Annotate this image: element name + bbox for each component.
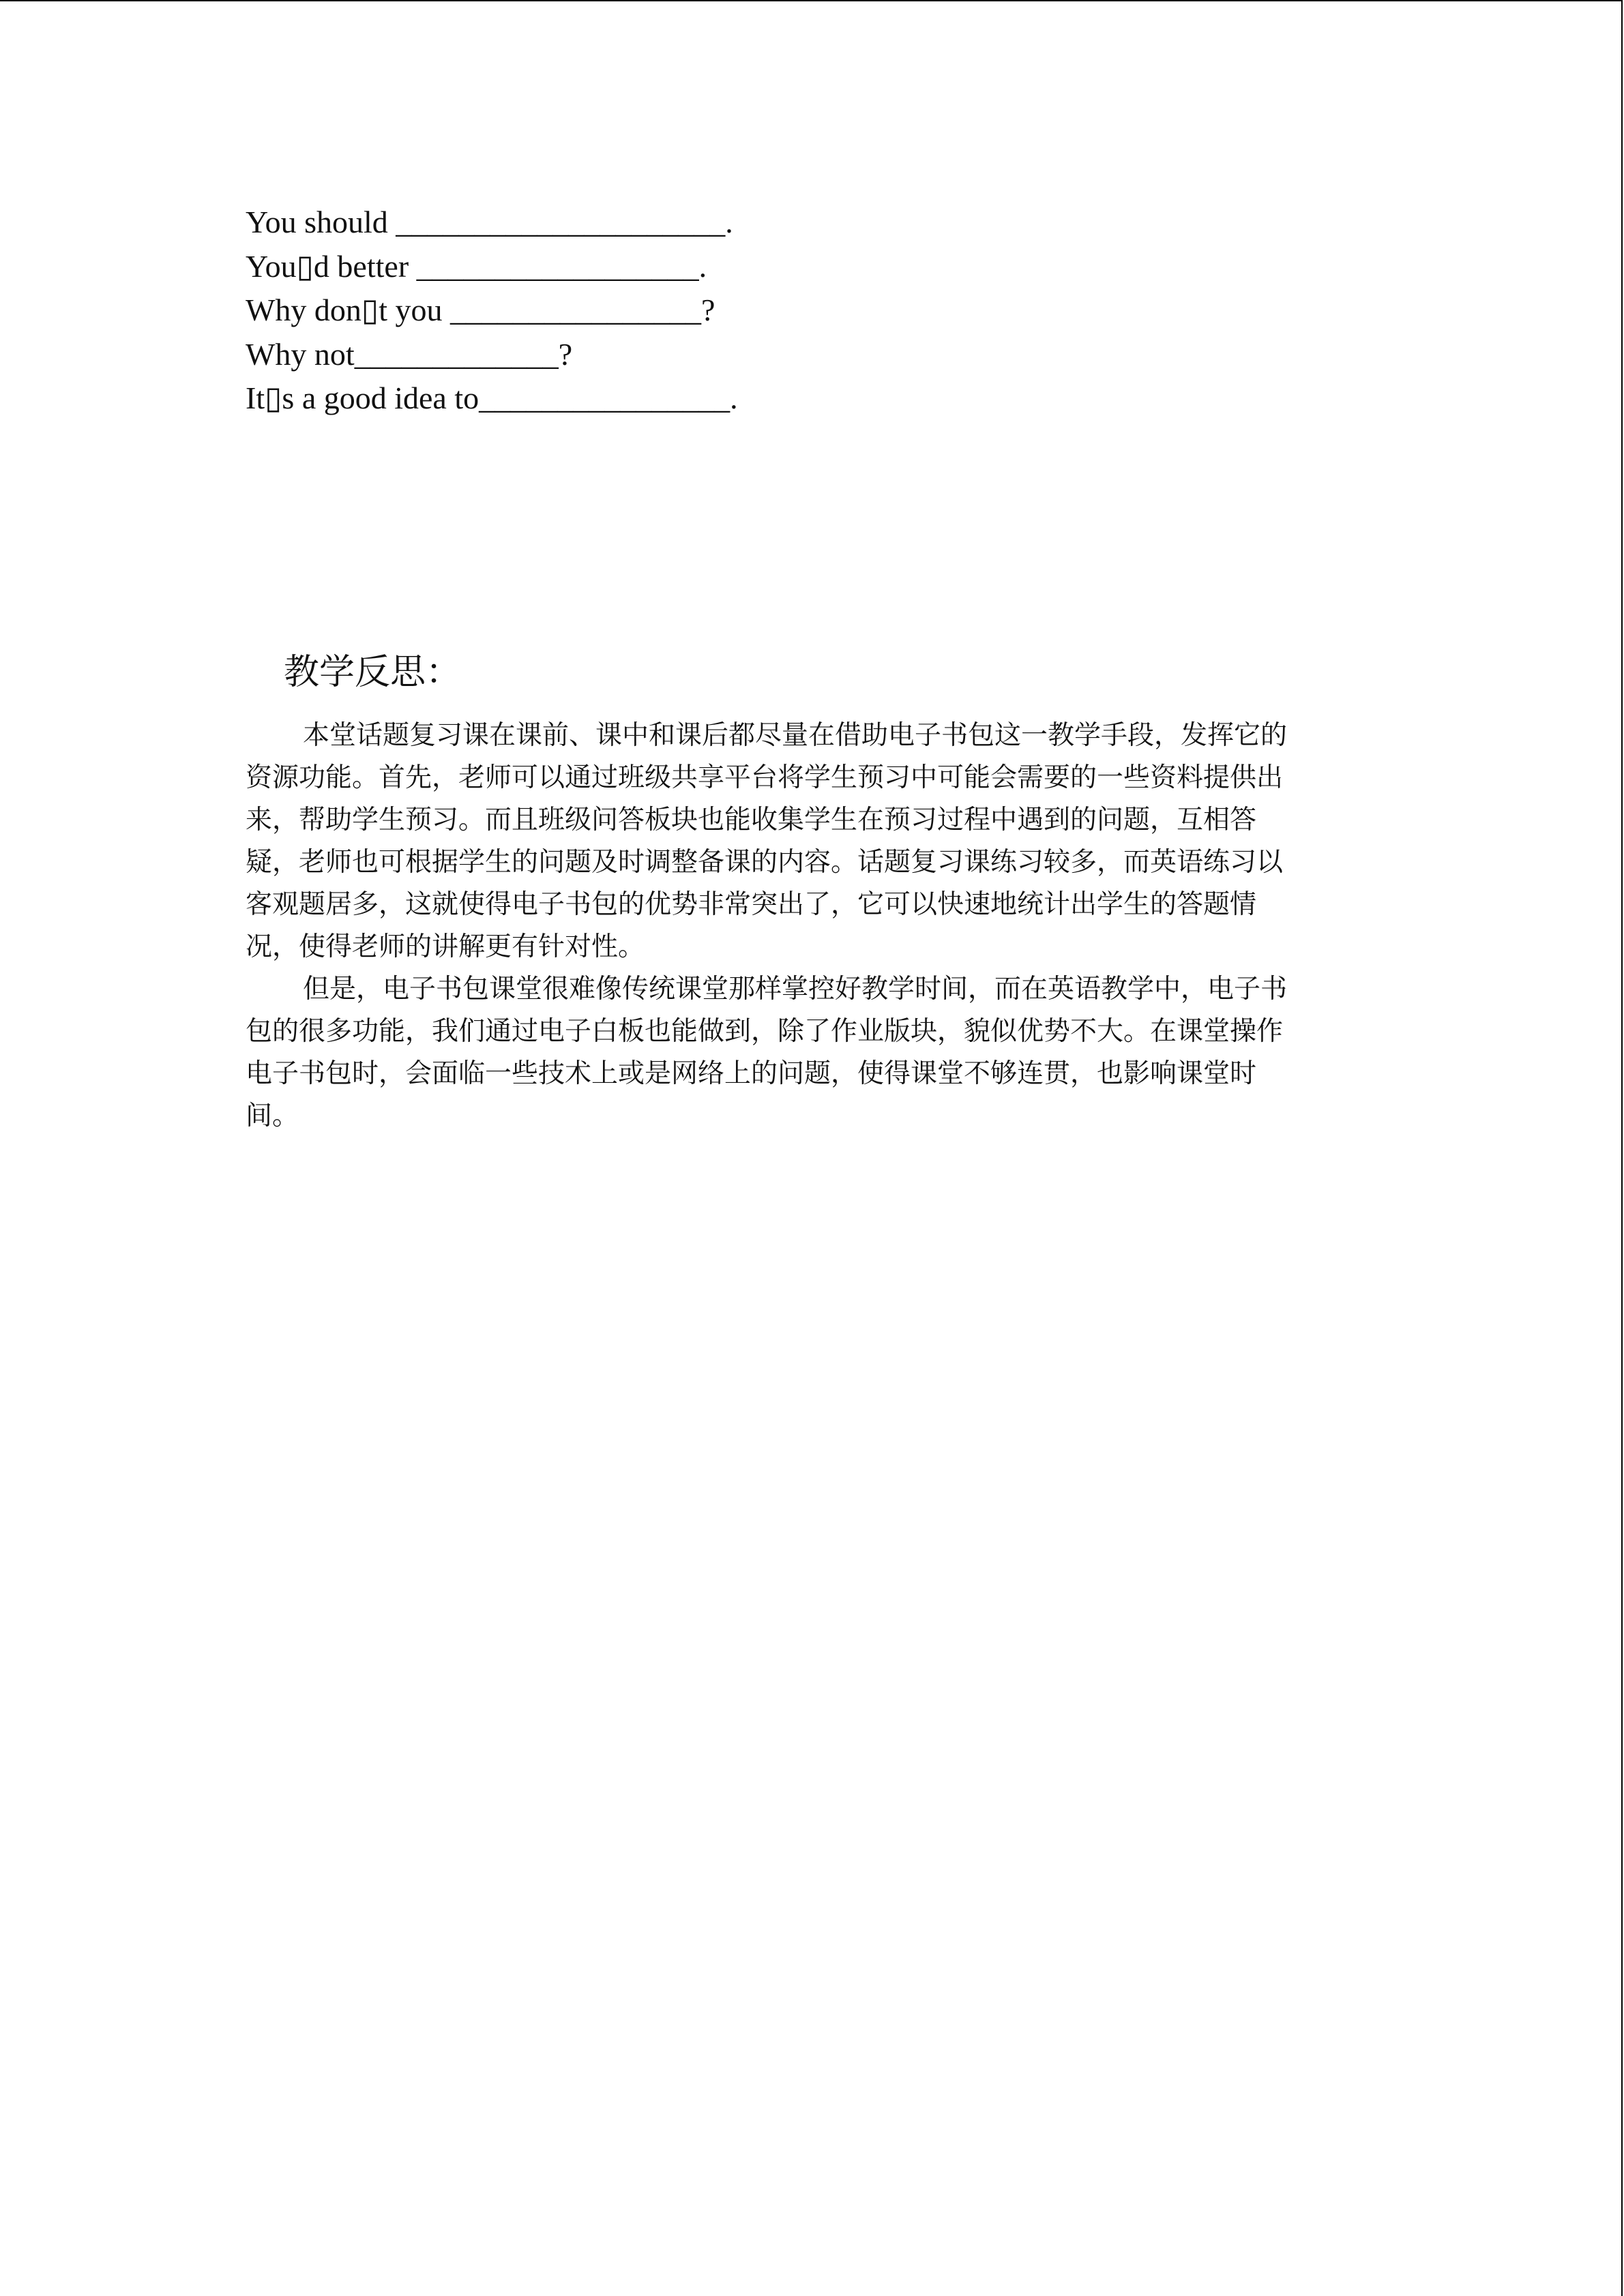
paragraph-line: 间。 — [246, 1101, 299, 1131]
paragraph-line: 包的很多功能，我们通过电子白板也能做到，除了作业版块，貌似优势不大。在课堂操作 — [246, 1016, 1284, 1047]
exercise-sentence: Why not_____________? — [246, 336, 573, 372]
paragraph-line: 疑，老师也可根据学生的问题及时调整备课的内容。话题复习课练习较多，而英语练习以 — [246, 847, 1284, 878]
sentence-completion-exercise — [246, 200, 1269, 421]
paragraph-line: 况，使得老师的讲解更有针对性。 — [246, 931, 645, 962]
exercise-sentence: Why don▯t you ________________? — [246, 293, 715, 327]
paragraph-line: 资源功能。首先，老师可以通过班级共享平台将学生预习中可能会需要的一些资料提供出 — [246, 762, 1284, 793]
exercise-sentence: You▯d better __________________. — [246, 248, 707, 284]
paragraph-line: 本堂话题复习课在课前、课中和课后都尽量在借助电子书包这一教学手段，发挥它的 — [303, 720, 1288, 751]
paragraph-line: 但是，电子书包课堂很难像传统课堂那样掌控好教学时间，而在英语教学中，电子书 — [303, 974, 1288, 1004]
exercise-sentence: It▯s a good idea to________________. — [246, 381, 738, 415]
paragraph-line: 电子书包时，会面临一些技术上或是网络上的问题，使得课堂不够连贯，也影响课堂时 — [246, 1058, 1257, 1089]
exercise-sentence: You should _____________________. — [246, 205, 733, 239]
reflection-body — [246, 715, 1364, 1137]
paragraph-line: 来，帮助学生预习。而且班级问答板块也能收集学生在预习过程中遇到的问题，互相答 — [246, 805, 1257, 835]
paragraph-line: 客观题居多，这就使得电子书包的优势非常突出了，它可以快速地统计出学生的答题情 — [246, 889, 1257, 920]
reflection-heading: 教学反思： — [284, 652, 462, 693]
